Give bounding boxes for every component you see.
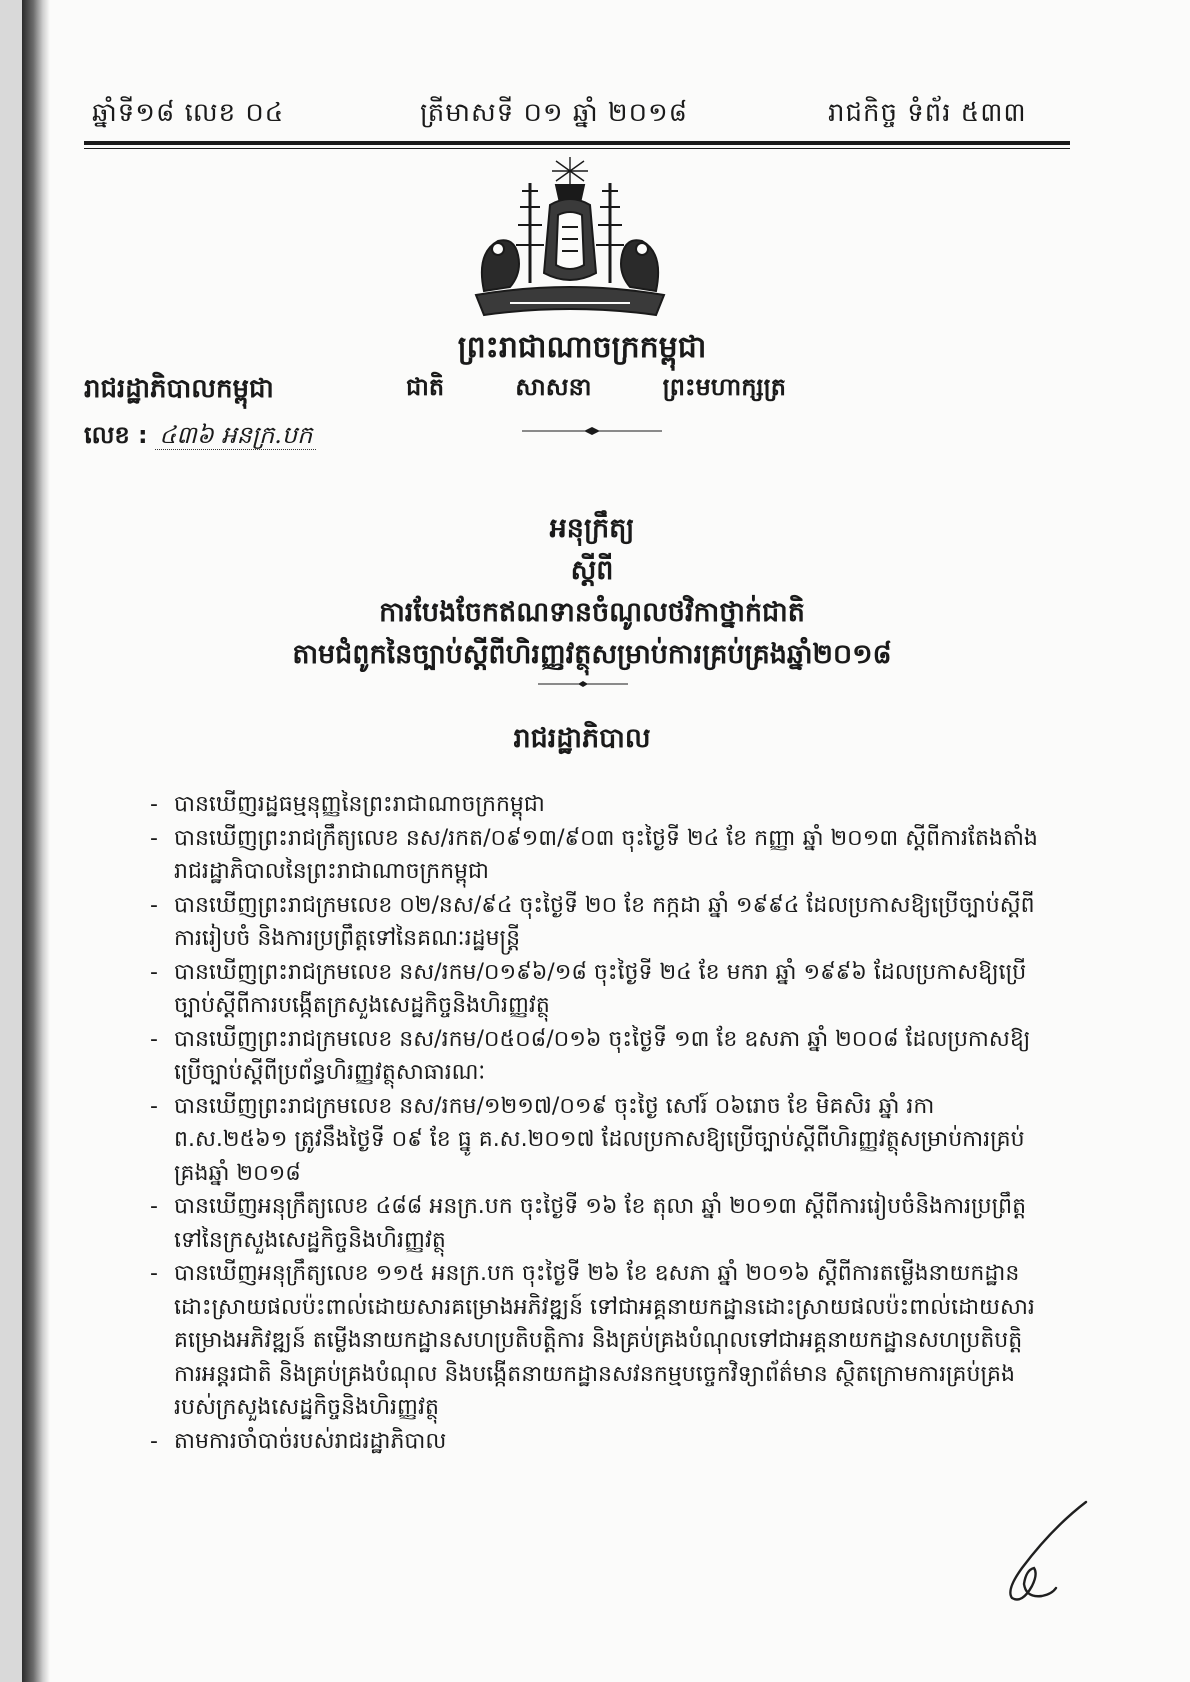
list-item-text: បានឃើញព្រះរាជក្រឹត្យលេខ នស/រកត/០៩១៣/៩០៣ ចុះថ្ងៃទី ២៤ ខែ កញ្ញា ឆ្នាំ ២០១៣ ស្ដីពីការតែងតាំងរាជរដ្ឋាភិបាលនៃព្រះរាជាណាចក្រកម្ពុជា [174, 825, 1038, 884]
bullet-dash: - [150, 1093, 158, 1119]
bullet-dash: - [150, 1026, 158, 1052]
decree-type: អនុក្រឹត្យ [549, 513, 635, 544]
bullet-dash: - [150, 892, 158, 918]
decree-subject-line-2: តាមជំពូកនៃច្បាប់ស្ដីពីហិរញ្ញវត្ថុសម្រាប់ការគ្រប់គ្រងឆ្នាំ២០១៨ [292, 639, 892, 670]
document-number-label: លេខ : [84, 421, 148, 449]
bullet-dash: - [150, 1194, 158, 1219]
list-item [150, 1190, 1050, 1257]
binding-shadow [22, 0, 50, 1682]
bullet-dash: - [150, 825, 158, 851]
list-item-text: បានឃើញអនុក្រឹត្យលេខ ៤៨៨ អនក្រ.បក ចុះថ្ងៃទី ១៦ ខែ តុលា ឆ្នាំ ២០១៣ ស្ដីពីការរៀបចំនិងការប្រព្រឹត្តទៅនៃក្រសួងសេដ្ឋកិច្ចនិងហិរញ្ញវត្ថុ [174, 1194, 1027, 1253]
bullet-dash: - [150, 959, 158, 985]
ornamental-divider [522, 426, 662, 436]
list-item [150, 889, 1050, 956]
bullet-dash: - [150, 1261, 158, 1286]
list-item [150, 956, 1050, 1023]
header-rule [84, 141, 1070, 145]
motto-nation: ជាតិ [406, 373, 445, 401]
list-item-text: បានឃើញអនុក្រឹត្យលេខ ១១៥ អនក្រ.បក ចុះថ្ងៃទី ២៦ ខែ ឧសភា ឆ្នាំ ២០១៦ ស្ដីពីការតម្លើងនាយកដ្ឋានដោះស្រាយផលប៉ះពាល់ដោយសារគម្រោងអភិវឌ្ឍន៍ ទៅជាអគ្គនាយកដ្ឋានដោះស្រាយផលប៉ះពាល់ដោយសារគម្រោងអភិវឌ្ឍន៍ តម្លើងនាយកដ្ឋានសហប្រតិបត្តិការ និងគ្រប់គ្រងបំណុលទៅជាអគ្គនាយកដ្ឋានសហប្រតិបត្តិការអន្តរជាតិ និងគ្រប់គ្រងបំណុល និងបង្កើតនាយកដ្ឋានសវនកម្មបច្ចេកវិទ្យាព័ត៌មាន ស្ថិតក្រោមការគ្រប់គ្រងរបស់ក្រសួងសេដ្ឋកិច្ចនិងហិរញ្ញវត្ថុ [174, 1261, 1035, 1420]
list-item [150, 1425, 1050, 1459]
gazette-quarter: ត្រីមាសទី ០១ ឆ្នាំ ២០១៨ [420, 98, 689, 128]
handwritten-initial-icon [982, 1498, 1092, 1608]
list-item-text: បានឃើញព្រះរាជក្រមលេខ ០២/នស/៩៤ ចុះថ្ងៃទី ២០ ខែ កក្កដា ឆ្នាំ ១៩៩៤ ដែលប្រកាសឱ្យប្រើច្បាប់ស្ដីពីការរៀបចំ និងការប្រព្រឹត្តទៅនៃគណៈរដ្ឋមន្ត្រី [174, 892, 1035, 951]
bullet-dash: - [150, 1428, 158, 1454]
list-item [150, 788, 1050, 822]
list-item [150, 1090, 1050, 1191]
section-heading: រាជរដ្ឋាភិបាល [513, 723, 651, 754]
motto-religion: សាសនា [515, 373, 592, 401]
list-item [150, 822, 1050, 889]
header-rule-thin [84, 148, 1070, 149]
list-item [150, 1023, 1050, 1090]
motto-king: ព្រះមហាក្សត្រ [662, 373, 786, 401]
decree-subject-line-1: ការបែងចែកឥណទានចំណូលថវិកាថ្នាក់ជាតិ [379, 597, 805, 628]
national-motto [406, 372, 786, 407]
gazette-page-number: រាជកិច្ច ទំព័រ ៥៣៣ [828, 98, 1027, 128]
document-number [84, 420, 316, 455]
royal-coat-of-arms-icon [470, 155, 670, 325]
list-item-text: បានឃើញព្រះរាជក្រមលេខ នស/រកម/០១៩៦/១៨ ចុះថ្ងៃទី ២៤ ខែ មករា ឆ្នាំ ១៩៩៦ ដែលប្រកាសឱ្យប្រើច្បាប់ស្ដីពីការបង្កើតក្រសួងសេដ្ឋកិច្ចនិងហិរញ្ញវត្ថុ [174, 959, 1027, 1018]
list-item-text: បានឃើញព្រះរាជក្រមលេខ នស/រកម/១២១៧/០១៩ ចុះថ្ងៃ សៅរ៍ ០៦រោច ខែ មិគសិរ ឆ្នាំ រកា ព.ស.២៥៦១ ត្រូវនឹងថ្ងៃទី ០៩ ខែ ធ្នូ គ.ស.២០១៧ ដែលប្រកាសឱ្យប្រើច្បាប់ស្ដីពីហិរញ្ញវត្ថុសម្រាប់ការគ្រប់គ្រងឆ្នាំ ២០១៨ [174, 1093, 1025, 1186]
decree-about: ស្ដីពី [570, 555, 614, 586]
gazette-year-issue: ឆ្នាំទី១៨ លេខ ០៤ [92, 98, 285, 128]
document-number-value: ៤៣៦ អនក្រ.បក [155, 421, 316, 450]
list-item [150, 1257, 1050, 1425]
kingdom-name: ព្រះរាជាណាចក្រកម្ពុជា [457, 330, 707, 365]
considerations-list [150, 788, 1050, 1458]
bullet-dash: - [150, 792, 158, 817]
decree-title [182, 508, 1002, 676]
list-item-text: តាមការចាំបាច់របស់រាជរដ្ឋាភិបាល [174, 1428, 447, 1454]
title-divider [538, 680, 628, 688]
list-item-text: បានឃើញរដ្ឋធម្មនុញ្ញនៃព្រះរាជាណាចក្រកម្ពុជា [174, 792, 545, 817]
issuing-government: រាជរដ្ឋាភិបាលកម្ពុជា [84, 374, 274, 404]
document-page [22, 0, 1190, 1682]
list-item-text: បានឃើញព្រះរាជក្រមលេខ នស/រកម/០៥០៨/០១៦ ចុះថ្ងៃទី ១៣ ខែ ឧសភា ឆ្នាំ ២០០៨ ដែលប្រកាសឱ្យប្រើច្បាប់ស្ដីពីប្រព័ន្ធហិរញ្ញវត្ថុសាធារណៈ [174, 1026, 1031, 1085]
